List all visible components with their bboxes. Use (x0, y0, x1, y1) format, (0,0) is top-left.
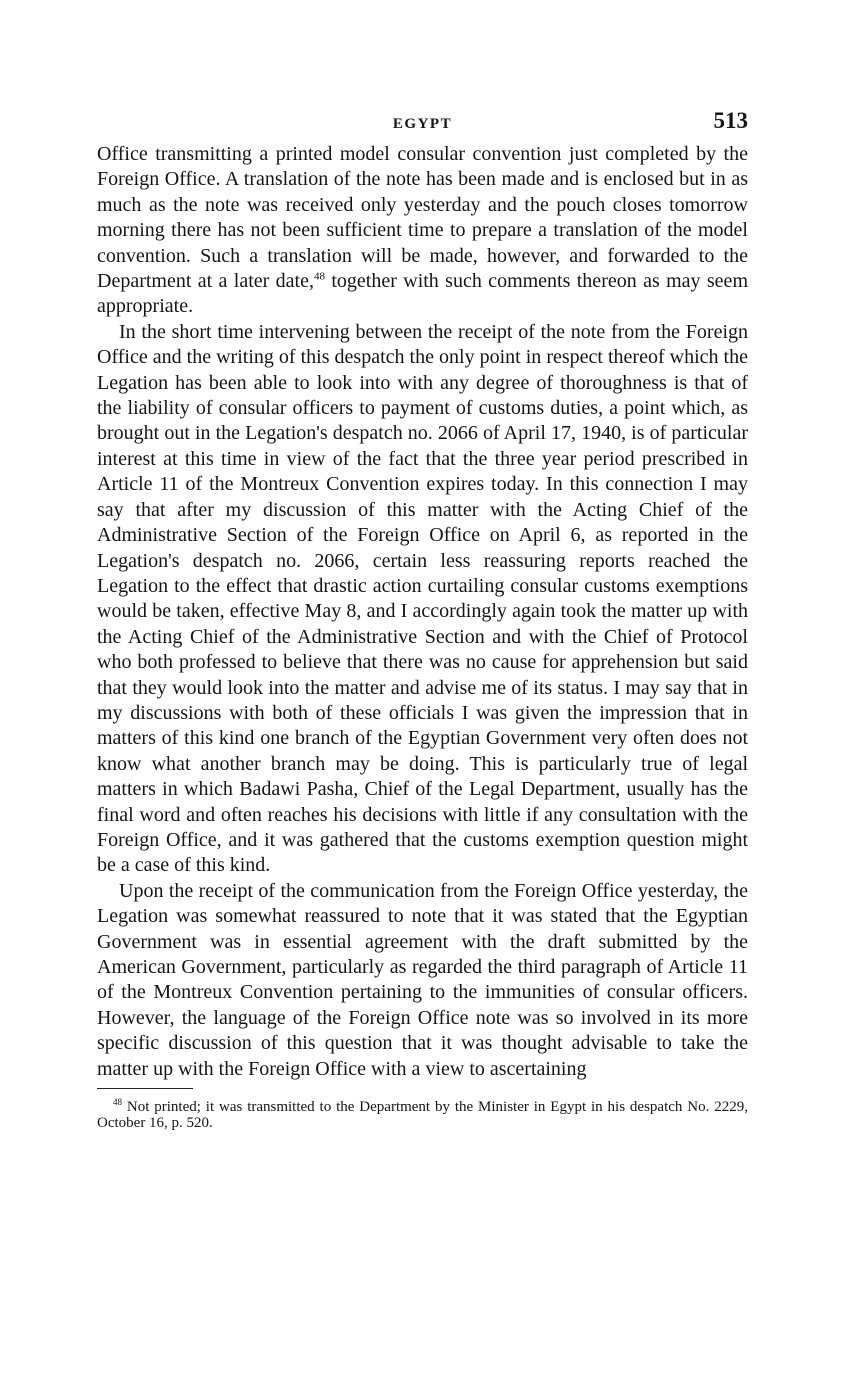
page-header (97, 108, 748, 142)
paragraph-3: Upon the receipt of the communication from the Foreign Office yesterday, the Legation was somewhat reassured to note that it was stated that the Egyptian Government was in essential agreement with the draft submitted by the American Government, particularly as regarded the third paragraph of Article 11 of the Montreux Convention pertaining to the immunities of consular officers. However, the language of the Foreign Office note was so involved in its more specific discussion of this question that it was thought advisable to take the matter up with the Foreign Office with a view to ascertaining (97, 879, 748, 1080)
footnote-marker: 48 (113, 1097, 122, 1108)
footnote (97, 1099, 748, 1131)
page-number: 513 (713, 108, 748, 133)
body-text (97, 142, 748, 1082)
paragraph-1-text-a: Office transmitting a printed model consular convention just completed by the Foreign Office. A translation of the note has been made and is enclosed but in as much as the note was received only yesterday and the pouch closes tomorrow morning there has not been sufficient time to prepare a translation of the model convention. Such a translation will be made, however, and forwarded to the Department at a later date, (97, 143, 748, 293)
paragraph-1-text-b: together with such comments thereon as may seem appropriate. (97, 270, 748, 318)
footnote-divider (97, 1088, 193, 1089)
footnote-text: Not printed; it was transmitted to the Department by the Minister in Egypt in his despatch No. 2229, October 16, p. 520. (97, 1099, 748, 1132)
document-page (97, 108, 748, 1131)
paragraph-2: In the short time intervening between the receipt of the note from the Foreign Office and the writing of this despatch the only point in respect thereof which the Legation has been able to look into with any degree of thoroughness is that of the liability of consular officers to payment of customs duties, a point which, as brought out in the Legation's despatch no. 2066 of April 17, 1940, is of particular interest at this time in view of the fact that the three year period prescribed in Article 11 of the Montreux Convention expires today. In this connection I may say that after my discussion of this matter with the Acting Chief of the Administrative Section of the Foreign Office on April 6, as reported in the Legation's despatch no. 2066, certain less reassuring reports reached the Legation to the effect that drastic action curtailing consular customs exemptions would be taken, effective May 8, and I accordingly again took the matter up with the Acting Chief of the Administrative Section and with the Chief of Protocol who both professed to believe that there was no cause for apprehension but said that they would look into the matter and advise me of its status. I may say that in my discussions with both of these officials I was given the impression that in matters of this kind one branch of the Egyptian Government very often does not know what another branch may be doing. This is particularly true of legal matters in which Badawi Pasha, Chief of the Legal Department, usually has the final word and often reaches his decisions with little if any consultation with the Foreign Office, and it was gathered that the customs exemption question might be a case of this kind. (97, 320, 748, 877)
running-head: EGYPT (392, 116, 453, 132)
paragraph-1 (97, 142, 748, 320)
footnote-reference: 48 (314, 270, 325, 283)
